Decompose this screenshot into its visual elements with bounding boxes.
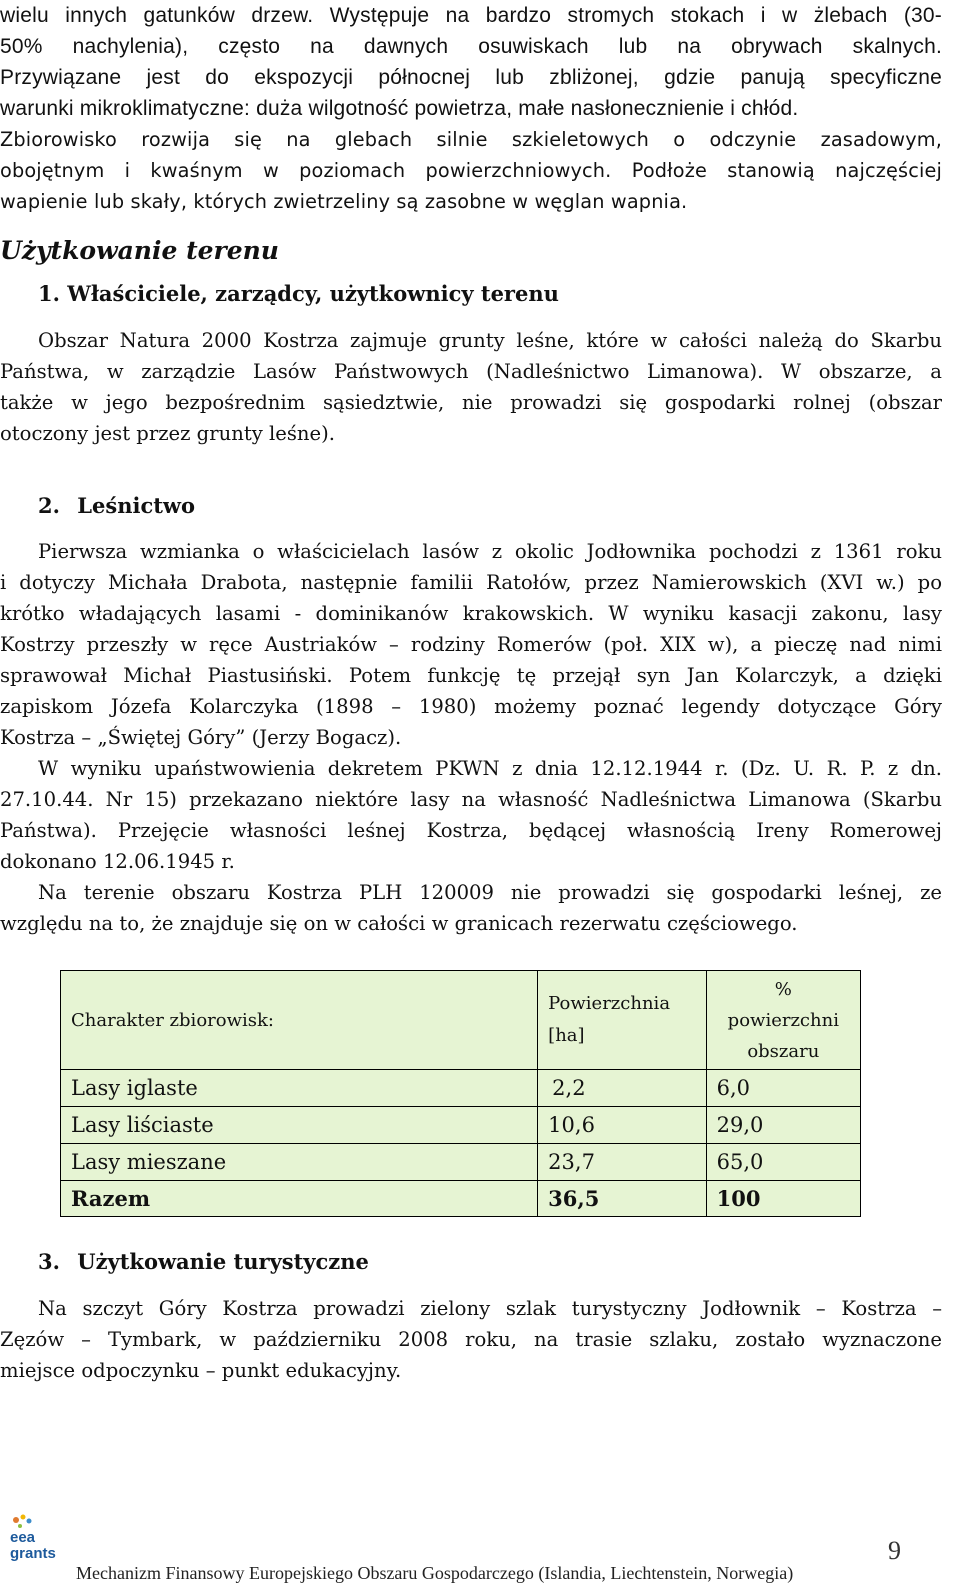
text-line: względu na to, że znajduje się on w całości w granicach rezerwatu częściowego. bbox=[0, 912, 798, 935]
table-cell: 10,6 bbox=[538, 1107, 706, 1144]
table-cell: Lasy liściaste bbox=[61, 1107, 538, 1144]
tourism-paragraph bbox=[0, 1293, 942, 1386]
eea-grants-logo bbox=[8, 1512, 72, 1582]
text-line: miejsce odpoczynku – punkt edukacyjny. bbox=[0, 1359, 402, 1382]
table-cell: 2,2 bbox=[538, 1070, 706, 1107]
text-line: warunki mikroklimatyczne: duża wilgotność powietrza, małe nasłonecznienie i chłód. bbox=[0, 97, 799, 120]
text-line: krótko władających lasami - dominikanów krakowskich. W wyniku kasacji zakonu, lasy bbox=[0, 602, 942, 625]
subsection-heading-forestry bbox=[38, 493, 195, 518]
text-line: Obszar Natura 2000 Kostrza zajmuje grunty leśne, które w całości należą do Skarbu bbox=[38, 329, 942, 352]
subsection-title: Użytkowanie turystyczne bbox=[77, 1249, 369, 1274]
header-text: powierzchni bbox=[727, 1009, 839, 1031]
owners-paragraph bbox=[0, 325, 942, 449]
text-line: Przywiązane jest do ekspozycji północnej lub zbliżonej, gdzie panują specyficzne bbox=[0, 66, 942, 89]
text-line: wapienie lub skały, których zwietrzeliny są zasobne w węglan wapnia. bbox=[0, 190, 688, 213]
table-header-row bbox=[61, 971, 861, 1070]
table-header-cell bbox=[706, 971, 860, 1070]
page-number: 9 bbox=[888, 1536, 901, 1565]
eea-grants-logo-icon bbox=[8, 1512, 72, 1582]
text-line: Na terenie obszaru Kostrza PLH 120009 nie prowadzi się gospodarki leśnej, ze bbox=[38, 881, 942, 904]
header-text: [ha] bbox=[548, 1025, 585, 1046]
forest-communities-table bbox=[60, 970, 861, 1217]
logo-text: eea bbox=[10, 1529, 36, 1546]
table-row bbox=[61, 1144, 861, 1181]
table-header-cell bbox=[538, 971, 706, 1070]
text-line: i dotyczy Michała Drabota, następnie familii Ratołów, przez Namierowskich (XVI w.) po bbox=[0, 571, 942, 594]
text-line: Kostrzy przeszły w ręce Austriaków – rodziny Romerów (poł. XIX w), a pieczę nad nimi bbox=[0, 633, 942, 656]
intro-paragraph bbox=[0, 0, 942, 124]
text-line: otoczony jest przez grunty leśne). bbox=[0, 422, 336, 445]
table-row bbox=[61, 1070, 861, 1107]
table-cell: Razem bbox=[61, 1181, 538, 1217]
text-line: 50% nachylenia), często na dawnych osuwiskach lub na obrywach skalnych. bbox=[0, 35, 942, 58]
footer-caption: Mechanizm Finansowy Europejskiego Obszaru Gospodarczego (Islandia, Liechtenstein, Norwegia) bbox=[76, 1563, 794, 1583]
text-line: dokonano 12.06.1945 r. bbox=[0, 850, 235, 873]
header-text: % bbox=[774, 978, 792, 1000]
table-cell: 100 bbox=[706, 1181, 860, 1217]
forestry-paragraph bbox=[0, 536, 942, 939]
text-line: W wyniku upaństwowienia dekretem PKWN z dnia 12.12.1944 r. (Dz. U. R. P. z dn. bbox=[38, 757, 942, 780]
text-line: Kostrza – „Świętej Góry” (Jerzy Bogacz). bbox=[0, 726, 402, 749]
subsection-title: Leśnictwo bbox=[77, 493, 196, 518]
table-cell: 65,0 bbox=[706, 1144, 860, 1181]
soil-paragraph bbox=[0, 124, 942, 217]
text-line: Zbiorowisko rozwija się na glebach silnie szkieletowych o odczynie zasadowym, bbox=[0, 128, 942, 151]
subsection-number: 3. bbox=[38, 1249, 60, 1274]
table-cell: 6,0 bbox=[706, 1070, 860, 1107]
text-line: Państwa, w zarządzie Lasów Państwowych (Nadleśnictwo Limanowa). W obszarze, a bbox=[0, 360, 942, 383]
table-cell: 23,7 bbox=[538, 1144, 706, 1181]
text-line: sprawował Michał Piastusiński. Potem funkcję tę przejął syn Jan Kolarczyk, a dzięki bbox=[0, 664, 942, 687]
text-line: Pierwsza wzmianka o właścicielach lasów z okolic Jodłownika pochodzi z 1361 roku bbox=[38, 540, 942, 563]
header-text: Powierzchnia bbox=[548, 993, 671, 1014]
table-total-row bbox=[61, 1181, 861, 1217]
subsection-number: 2. bbox=[38, 493, 60, 518]
text-line: obojętnym i kwaśnym w poziomach powierzchniowych. Podłoże stanowią najczęściej bbox=[0, 159, 942, 182]
text-line: 27.10.44. Nr 15) przekazano niektóre lasy na własność Nadleśnictwa Limanowa (Skarbu bbox=[0, 788, 942, 811]
table-header-cell: Charakter zbiorowisk: bbox=[61, 971, 538, 1070]
table-cell: 36,5 bbox=[538, 1181, 706, 1217]
subsection-heading-tourism bbox=[38, 1249, 369, 1274]
table-row bbox=[61, 1107, 861, 1144]
text-line: Na szczyt Góry Kostrza prowadzi zielony szlak turystyczny Jodłownik – Kostrza – bbox=[38, 1297, 942, 1320]
header-text: obszaru bbox=[747, 1040, 820, 1062]
table-cell: Lasy iglaste bbox=[61, 1070, 538, 1107]
text-line: wielu innych gatunków drzew. Występuje na bardzo stromych stokach i w żlebach (30- bbox=[0, 4, 942, 27]
table-cell: Lasy mieszane bbox=[61, 1144, 538, 1181]
text-line: zapiskom Józefa Kolarczyka (1898 – 1980) możemy poznać legendy dotyczące Góry bbox=[0, 695, 942, 718]
text-line: Zęzów – Tymbark, w październiku 2008 roku, na trasie szlaku, zostało wyznaczone bbox=[0, 1328, 942, 1351]
logo-text: grants bbox=[10, 1545, 56, 1562]
table-cell: 29,0 bbox=[706, 1107, 860, 1144]
section-heading: Użytkowanie terenu bbox=[0, 236, 279, 265]
text-line: także w jego bezpośrednim sąsiedztwie, nie prowadzi się gospodarki rolnej (obszar bbox=[0, 391, 942, 414]
text-line: Państwa). Przejęcie własności leśnej Kostrza, będącej własnością Ireny Romerowej bbox=[0, 819, 942, 842]
subsection-heading-owners: 1. Właściciele, zarządcy, użytkownicy terenu bbox=[38, 281, 559, 306]
